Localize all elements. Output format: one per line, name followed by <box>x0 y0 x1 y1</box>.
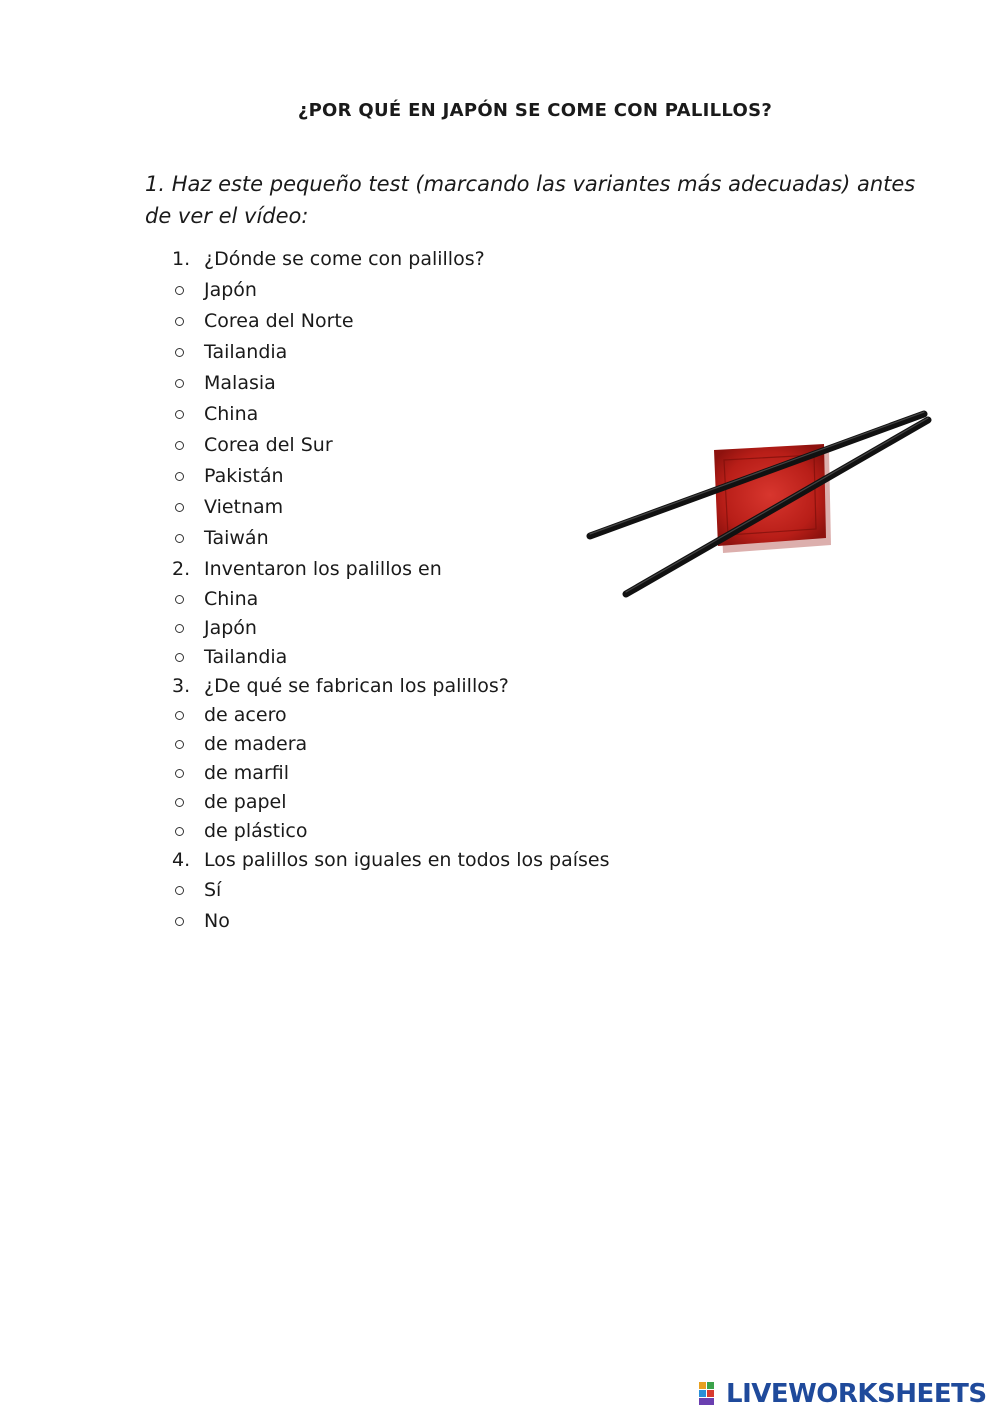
option-row <box>172 614 692 643</box>
option-label: Vietnam <box>204 496 284 518</box>
radio-button[interactable] <box>175 917 184 926</box>
option-label: No <box>204 910 230 932</box>
question-text: Los palillos son iguales en todos los países <box>204 849 610 871</box>
radio-button[interactable] <box>175 503 184 512</box>
question-number: 3. <box>172 675 191 697</box>
option-label: de acero <box>204 704 287 726</box>
option-row <box>172 730 692 759</box>
brand-name: LIVEWORKSHEETS <box>726 1379 987 1409</box>
question-text: ¿De qué se fabrican los palillos? <box>204 675 509 697</box>
radio-button[interactable] <box>175 441 184 450</box>
radio-button[interactable] <box>175 379 184 388</box>
option-row <box>172 817 692 846</box>
radio-button[interactable] <box>175 886 184 895</box>
option-row <box>172 701 692 730</box>
chopsticks-illustration <box>582 408 932 608</box>
radio-button[interactable] <box>175 317 184 326</box>
option-label: Sí <box>204 879 222 901</box>
option-row <box>172 368 692 399</box>
option-row <box>172 788 692 817</box>
radio-button[interactable] <box>175 740 184 749</box>
radio-button[interactable] <box>175 769 184 778</box>
radio-button[interactable] <box>175 472 184 481</box>
option-label: de papel <box>204 791 287 813</box>
option-label: China <box>204 403 259 425</box>
question-number: 4. <box>172 849 191 871</box>
radio-button[interactable] <box>175 286 184 295</box>
radio-button[interactable] <box>175 624 184 633</box>
option-row <box>172 306 692 337</box>
radio-button[interactable] <box>175 711 184 720</box>
question-text: ¿Dónde se come con palillos? <box>204 248 485 270</box>
option-row <box>172 906 692 937</box>
option-row <box>172 643 692 672</box>
radio-button[interactable] <box>175 348 184 357</box>
liveworksheets-icon <box>698 1380 722 1408</box>
option-label: Malasia <box>204 372 276 394</box>
option-row <box>172 875 692 906</box>
worksheet-title: ¿POR QUÉ EN JAPÓN SE COME CON PALILLOS? <box>297 100 773 121</box>
radio-button[interactable] <box>175 410 184 419</box>
question-number: 2. <box>172 558 191 580</box>
liveworksheets-logo <box>698 1378 987 1410</box>
option-label: de madera <box>204 733 308 755</box>
option-row <box>172 759 692 788</box>
radio-button[interactable] <box>175 827 184 836</box>
option-row <box>172 337 692 368</box>
radio-button[interactable] <box>175 798 184 807</box>
option-label: Corea del Norte <box>204 310 354 332</box>
question-1 <box>172 244 692 275</box>
radio-button[interactable] <box>175 595 184 604</box>
option-label: Tailandia <box>204 646 288 668</box>
question-text: Inventaron los palillos en <box>204 558 442 580</box>
option-label: de marfil <box>204 762 289 784</box>
instruction-text: 1. Haz este pequeño test (marcando las variantes más adecuadas) antes de ver el vídeo: <box>145 172 916 228</box>
option-label: Japón <box>204 617 257 639</box>
option-label: Taiwán <box>204 527 269 549</box>
question-3 <box>172 672 692 701</box>
option-label: Pakistán <box>204 465 284 487</box>
radio-button[interactable] <box>175 534 184 543</box>
option-label: China <box>204 588 259 610</box>
question-number: 1. <box>172 248 191 270</box>
option-label: Corea del Sur <box>204 434 333 456</box>
option-label: de plástico <box>204 820 308 842</box>
question-4 <box>172 846 692 875</box>
option-label: Tailandia <box>204 341 288 363</box>
radio-button[interactable] <box>175 653 184 662</box>
option-row <box>172 275 692 306</box>
option-label: Japón <box>204 279 257 301</box>
